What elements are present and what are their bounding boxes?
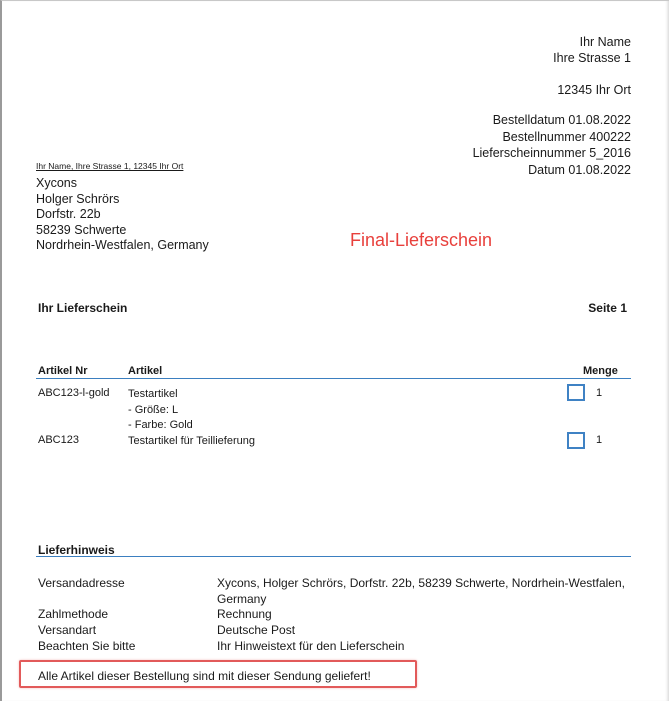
delivery-note-number: Lieferscheinnummer 5_2016 — [472, 146, 631, 160]
sender-address — [553, 34, 631, 98]
delivery-complete-notice: Alle Artikel dieser Bestellung sind mit dieser Sendung geliefert! — [38, 669, 371, 683]
sender-city: 12345 Ihr Ort — [557, 83, 631, 97]
row-1-check-box[interactable] — [567, 384, 585, 401]
order-date: Bestelldatum 01.08.2022 — [492, 113, 631, 127]
recipient-name: Holger Schrörs — [36, 191, 120, 206]
recipient-street: Dorfstr. 22b — [36, 207, 101, 222]
sender-street: Ihre Strasse 1 — [553, 51, 631, 65]
recipient-city: 58239 Schwerte — [36, 222, 127, 237]
table-row-2-article: Testartikel für Teillieferung — [128, 435, 255, 447]
recipient-address — [36, 176, 209, 254]
recipient-company: Xycons — [36, 176, 77, 190]
info-label-shipping-method: Versandart — [38, 623, 97, 637]
document-date: Datum 01.08.2022 — [528, 162, 631, 177]
column-header-article-number: Artikel Nr — [38, 365, 88, 377]
final-delivery-note-label: Final-Lieferschein — [350, 230, 493, 250]
table-header-divider — [36, 378, 631, 379]
table-row-2-quantity: 1 — [596, 434, 603, 446]
article-option-size: - Größe: L — [128, 403, 179, 416]
info-value-payment-method: Rechnung — [217, 607, 272, 621]
info-value-shipping-method: Deutsche Post — [217, 623, 296, 637]
table-row-1-article — [128, 387, 193, 434]
info-value-note: Ihr Hinweistext für den Lieferschein — [217, 639, 405, 653]
info-value-shipping-address: Xycons, Holger Schrörs, Dorfstr. 22b, 58239 Schwerte, Nordrhein-Westfalen, Germany — [217, 576, 625, 606]
article-option-color: - Farbe: Gold — [128, 419, 193, 432]
info-label-note: Beachten Sie bitte — [38, 639, 136, 653]
document-title: Ihr Lieferschein — [38, 301, 128, 315]
order-meta — [473, 112, 631, 178]
info-label-shipping-address: Versandadresse — [38, 576, 125, 590]
recipient-region: Nordrhein-Westfalen, Germany — [36, 238, 209, 253]
sender-name: Ihr Name — [579, 35, 631, 49]
table-row-2-article-number: ABC123 — [38, 434, 79, 446]
column-header-article: Artikel — [128, 365, 163, 377]
table-row-1-article-number: ABC123-l-gold — [38, 387, 110, 399]
order-number: Bestellnummer 400222 — [502, 129, 631, 144]
row-2-check-box[interactable] — [567, 432, 585, 449]
return-address-line: Ihr Name, Ihre Strasse 1, 12345 Ihr Ort — [36, 161, 184, 171]
page-number: Seite 1 — [588, 301, 627, 315]
delivery-info-title: Lieferhinweis — [38, 543, 115, 557]
table-row-1-quantity: 1 — [596, 387, 603, 399]
delivery-info-divider — [36, 556, 631, 557]
info-label-payment-method: Zahlmethode — [38, 607, 109, 621]
article-name: Testartikel — [128, 388, 178, 400]
column-header-quantity: Menge — [583, 365, 618, 377]
